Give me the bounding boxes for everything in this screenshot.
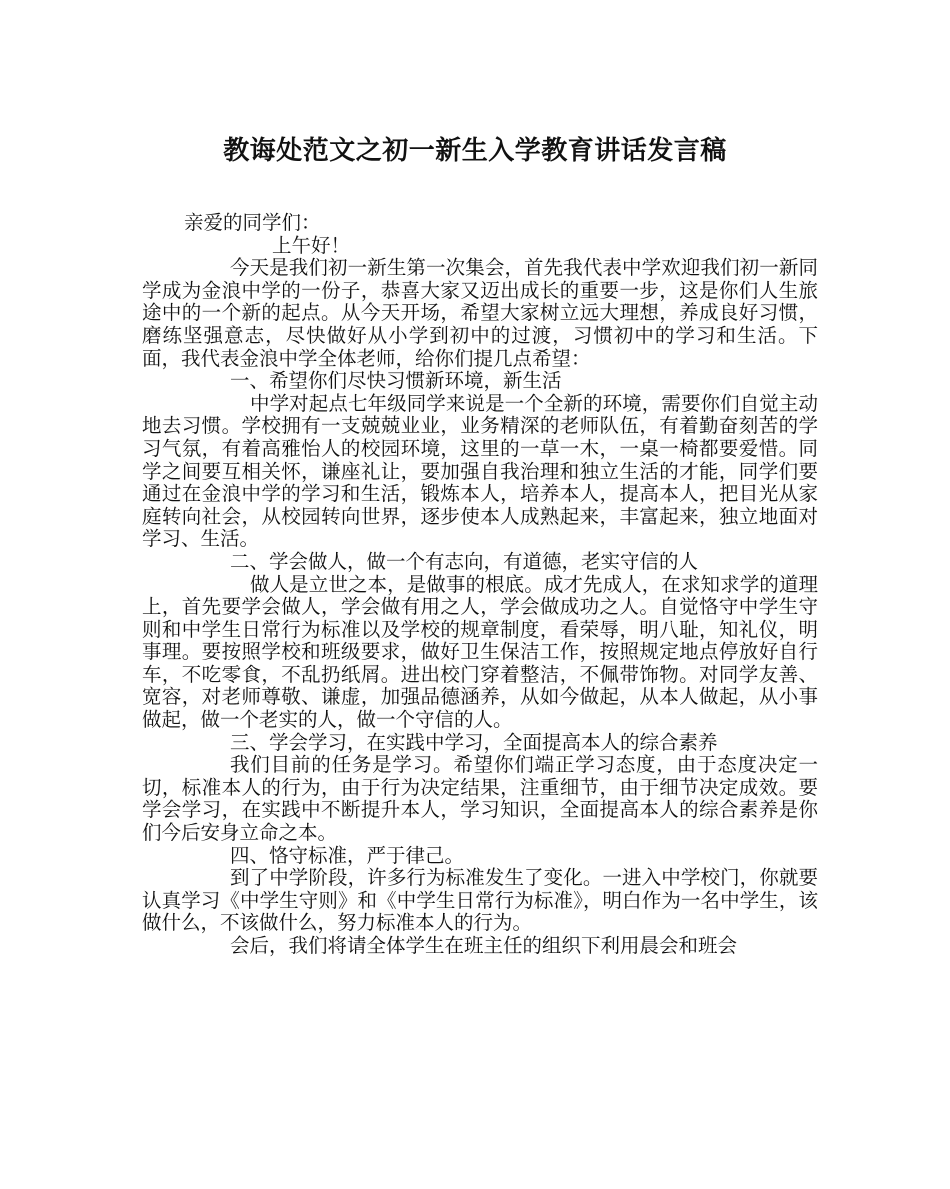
closing-paragraph: 会后，我们将请全体学生在班主任的组织下利用晨会和班会 bbox=[230, 934, 738, 957]
section-paragraph: 我们目前的任务是学习。希望你们端正学习态度，由于态度决定一切，标准本人的行为，由于行为决定结果，注重细节，由于细节决定成效。要学会学习，在实践中不断提升本人，学习知识，全面提高本人的综合素养是你们今后安身立命之本。 bbox=[142, 753, 818, 845]
intro-paragraph: 今天是我们初一新生第一次集会，首先我代表中学欢迎我们初一新同学成为金浪中学的一份子，恭喜大家又迈出成长的重要一步，这是你们人生旅途中的一个新的起点。从今天开场，希望大家树立远大理想，养成良好习惯，磨练坚强意志，尽快做好从小学到初中的过渡，习惯初中的学习和生活。下面，我代表金浪中学全体老师，给你们提几点希望： bbox=[142, 256, 818, 370]
section-heading: 四、恪守标准，严于律己。 bbox=[230, 843, 465, 867]
section-paragraph: 中学对起点七年级同学来说是一个全新的环境，需要你们自觉主动地去习惯。学校拥有一支兢兢业业，业务精深的老师队伍，有着勤奋刻苦的学习气氛，有着高雅怡人的校园环境，这里的一草一木，一桌一椅都要爱惜。同学之间要互相关怀，谦座礼让，要加强自我治理和独立生活的才能，同学们要通过在金浪中学的学习和生活，锻炼本人，培养本人，提高本人，把目光从家庭转向社会，从校园转向世界，逐步使本人成熟起来，丰富起来，独立地面对学习、生活。 bbox=[142, 391, 818, 551]
document-title: 教诲处范文之初一新生入学教育讲话发言稿 bbox=[223, 136, 727, 166]
salutation: 亲爱的同学们： bbox=[184, 211, 321, 234]
section-heading: 三、学会学习，在实践中学习，全面提高本人的综合素养 bbox=[230, 730, 718, 754]
greeting: 上午好！ bbox=[272, 233, 351, 257]
section-paragraph: 做人是立世之本，是做事的根底。成才先成人，在求知求学的道理上，首先要学会做人，学会做有用之人，学会做成功之人。自觉恪守中学生守则和中学生日常行为标准以及学校的规章制度，看荣辱，明八耻，知礼仪，明事理。要按照学校和班级要求，做好卫生保洁工作，按照规定地点停放好自行车，不吃零食，不乱扔纸屑。进出校门穿着整洁，不佩带饰物。对同学友善、宽容，对老师尊敬、谦虚，加强品德涵养，从如今做起，从本人做起，从小事做起，做一个老实的人，做一个守信的人。 bbox=[142, 572, 818, 732]
document-body bbox=[142, 212, 818, 958]
section-heading: 一、希望你们尽快习惯新环境，新生活 bbox=[230, 369, 562, 393]
section-heading: 二、学会做人，做一个有志向，有道德，老实守信的人 bbox=[230, 549, 699, 573]
section-paragraph: 到了中学阶段，许多行为标准发生了变化。一进入中学校门，你就要认真学习《中学生守则》和《中学生日常行为标准》，明白作为一名中学生，该做什么，不该做什么，努力标准本人的行为。 bbox=[142, 866, 818, 935]
